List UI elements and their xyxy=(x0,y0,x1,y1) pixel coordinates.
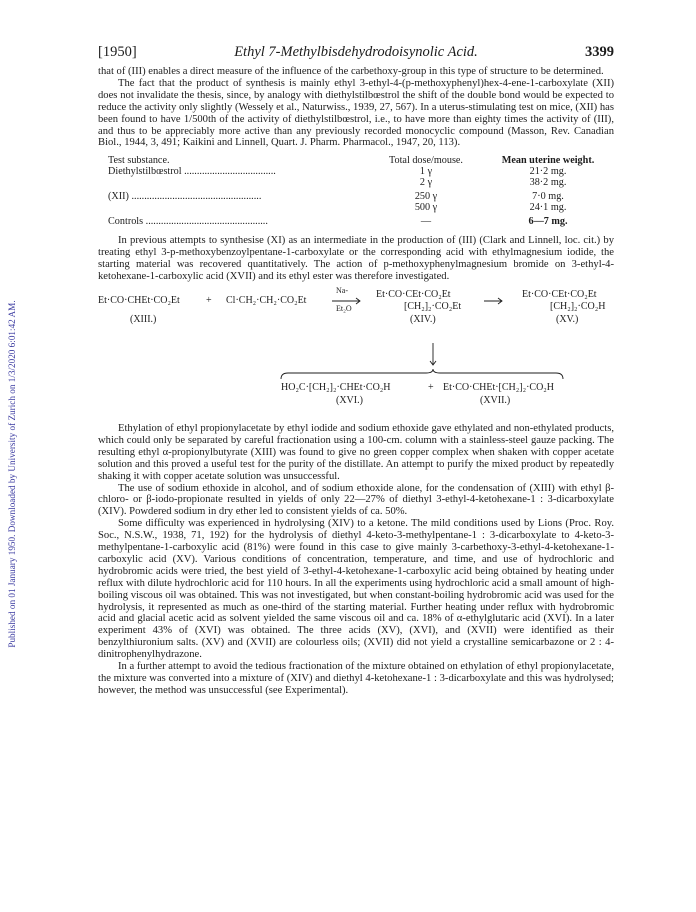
formula-xvi: HO₂C·[CH₂]₂·CHEt·CO₂H xyxy=(281,381,391,393)
cell-dose: — xyxy=(420,216,432,228)
paragraph-7: In a further attempt to avoid the tedious fractionation of the mixture obtained on ethylation of ethyl propionylacetate, the mixture was converted into a mixture of (XIV) and diethyl 4-ketohexane-1 : 3-dicarboxylate and this was hydrolysed; however, the method was unsuccessful (see Experimental). xyxy=(98,661,614,696)
paragraph-6: Some difficulty was experienced in hydrolysing (XIV) to a ketone. The mild conditions used by Lions (Proc. Roy. Soc., N.S.W., 1938, 71, 192) for the hydrolysis of diethyl 4-keto-3-methylpentane-1 : 3-dicarboxylate to 4-keto-3-methylpentane-1-carboxylic acid (81%) were found in this case to give mainly 3-carbethoxy-3-ethyl-4-ketohexane-1-carboxylic acid (XV). Various conditions of concentration, temperature, and time, and use of hydrochloric and hydrobromic acids were tried, the best yield of 3-ethyl-4-ketohexane-1-carboxylic acid being obtained by heating under reflux with dilute hydrochloric acid for 110 hours. In all the experiments using hydrochloric acid a small amount of high-boiling viscous oil was obtained. This was not investigated, but when constant-boiling hydrobromic acid was used for the hydrolysis, it represented as much as one-third of the starting material. Further heating under reflux with hydrobromic acid and glacial acetic acid as solvent yielded the same viscous oil and ca. 18% of α-ethylglutaric acid (XVI). In a later experiment 43% of (XVI) was obtained. The three acids (XV), (XVI), and (XVII) were identified as their benzylthiuronium salts. (XV) and (XVII) are colourless oils; (XVII) did not yield a crystalline semicarbazone or 2 : 4-dinitrophenylhydrazone. xyxy=(98,518,614,661)
cell-weight: 6—7 mg. xyxy=(528,216,568,228)
running-header xyxy=(98,44,614,66)
cell-weight: 21·2 mg. xyxy=(529,166,567,178)
table-row xyxy=(98,213,614,227)
cell-dose: 1 γ xyxy=(419,166,433,178)
cell-substance xyxy=(98,202,370,213)
arrow-label-top: Na- xyxy=(336,285,348,295)
cell-dose: 2 γ xyxy=(419,177,433,189)
label-xvii: (XVII.) xyxy=(480,394,511,406)
cell-substance: Controls ................................................ xyxy=(108,216,268,228)
paragraph-4: Ethylation of ethyl propionylacetate by ethyl iodide and sodium ethoxide gave ethylated and non-ethylated products, which could only be separated by careful fractionation using a 100-cm. column with a stainless-steel gauze packing. The resulting ethyl α-propionylbutyrate (XIII) was found to give no green copper complex when shaken with copper acetate solution and this proved a useful test for the purity of the distillate. An attempt to purify the mixed product by repeatedly shaking it with copper acetate solution was unsuccessful. xyxy=(98,422,614,482)
formula-xiv-line2: [CH₂]₂·CO₂Et xyxy=(404,300,462,312)
product-brace xyxy=(281,369,563,379)
column-header-weight: Mean uterine weight. xyxy=(501,154,595,166)
reaction-scheme xyxy=(98,285,614,417)
activity-table xyxy=(98,154,614,227)
page-number: 3399 xyxy=(585,44,614,60)
formula-xv-line2: [CH₂]₂·CO₂H xyxy=(550,300,606,312)
plus-sign-2: + xyxy=(428,381,434,393)
header-title: Ethyl 7-Methylbisdehydrodoisynolic Acid. xyxy=(234,44,478,60)
watermark-text: Published on 01 January 1950. Downloaded by University of Zurich on 1/3/2020 6:01:42 AM. xyxy=(7,300,17,648)
formula-xiv-line1: Et·CO·CEt·CO₂Et xyxy=(376,288,451,300)
paragraph-2: The fact that the product of synthesis is mainly ethyl 3-ethyl-4-(p-methoxyphenyl)hex-4-ene-1-carboxylate (XII) does not invalidate the thesis, since, by analogy with diethylstilbœstrol the shift of the double bond would be expected to reduce the activity only slightly (Wessely et al., Naturwiss., 1939, 27, 567). In a uterus-stimulating test on mice, (XII) has been found to have 1/500th of the activity of diethylstilbœstrol, i.e., to have more than eighty times the activity of (III), and thus to be appreciably more active than any previously recorded monocyclic compound (Masson, Rev. Canadian Biol., 1944, 3, 491; Kaikini and Linnell, Quart. J. Pharm. Pharmacol., 1947, 20, 113). xyxy=(98,77,614,149)
cell-weight: 24·1 mg. xyxy=(529,202,567,214)
page xyxy=(98,44,614,697)
table-row xyxy=(98,177,614,188)
paragraph-1: that of (III) enables a direct measure of the influence of the carbethoxy-group in this type of structure to be determined. xyxy=(98,66,604,77)
table-row xyxy=(98,188,614,202)
label-xvi: (XVI.) xyxy=(336,394,363,406)
cell-weight: 7·0 mg. xyxy=(532,191,564,203)
plus-sign: + xyxy=(206,294,212,306)
formula-xiii: Et·CO·CHEt·CO₂Et xyxy=(98,294,180,306)
download-watermark xyxy=(5,150,17,800)
arrow-label-bottom: Et₂O xyxy=(336,303,352,313)
column-header-substance: Test substance. xyxy=(108,154,170,166)
table-row xyxy=(98,202,614,213)
column-header-dose: Total dose/mouse. xyxy=(389,154,463,166)
formula-reagent: Cl·CH₂·CH₂·CO₂Et xyxy=(226,294,307,306)
header-year: [1950] xyxy=(98,44,137,60)
cell-substance xyxy=(98,177,370,188)
cell-substance: Diethylstilbœstrol .................................... xyxy=(108,166,276,178)
formula-xv-line1: Et·CO·CEt·CO₂Et xyxy=(522,288,597,300)
table-row xyxy=(98,166,614,177)
formula-xvii: Et·CO·CHEt·[CH₂]₂·CO₂H xyxy=(443,381,555,393)
cell-weight: 38·2 mg. xyxy=(529,177,567,189)
cell-dose: 500 γ xyxy=(414,202,438,214)
paragraph-3: In previous attempts to synthesise (XI) as an intermediate in the production of (III) (Clark and Linnell, loc. cit.) by treating ethyl 3-p-methoxybenzoylpentane-1-carboxylate or the corresponding acid with ethylmagnesium iodide, the starting material was recovered quantitatively. The action of p-methoxyphenylmagnesium bromide on 3-ethyl-4-ketohexane-1-carboxylic acid (XVII) and its ethyl ester was therefore investigated. xyxy=(98,235,614,283)
cell-dose: 250 γ xyxy=(414,191,438,203)
paragraph-5: The use of sodium ethoxide in alcohol, and of sodium ethoxide alone, for the condensation of (XIII) with ethyl β-chloro- or β-iodo-propionate resulted in yields of only 22—27% of diethyl 3-ethyl-4-ketohexane-1 : 3-dicarboxylate (XIV). Powdered sodium in dry ether led to consistent yields of ca. 50%. xyxy=(98,482,614,518)
label-xiii: (XIII.) xyxy=(130,313,157,325)
cell-substance: (XII) ................................................... xyxy=(108,191,262,203)
label-xiv: (XIV.) xyxy=(410,313,436,325)
label-xv: (XV.) xyxy=(556,313,579,325)
table-header-row xyxy=(98,154,614,166)
